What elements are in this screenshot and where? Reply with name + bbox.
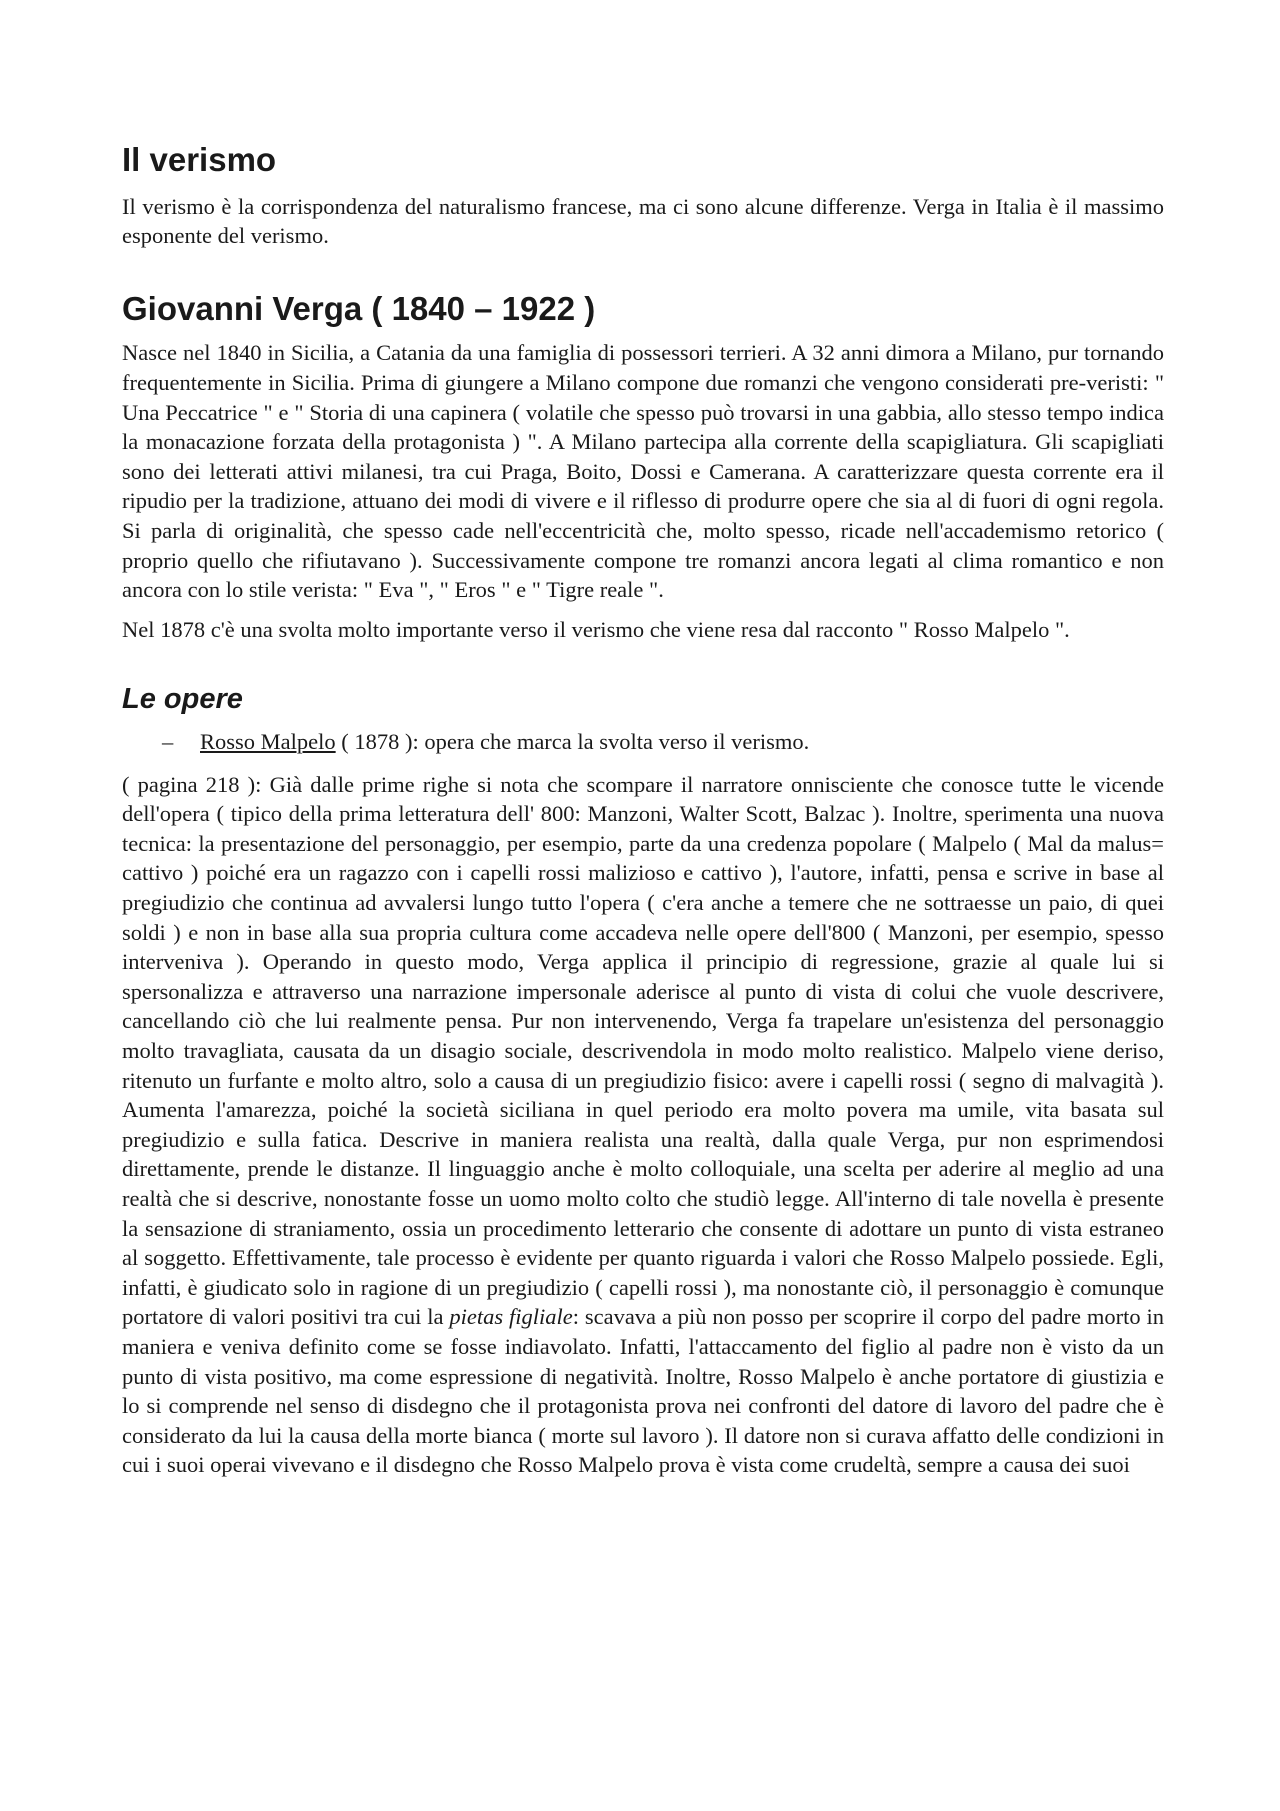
work-title: Rosso Malpelo bbox=[200, 729, 336, 755]
list-item-rosso-malpelo bbox=[122, 727, 1164, 757]
analysis-italic-term: pietas figliale bbox=[449, 1304, 573, 1330]
analysis-text-part2: : scavava a più non posso per scoprire il corpo del padre morto in maniera e veniva definito come se fosse indiavolato. Infatti, l'attaccamento del figlio al padre non è visto da un punto di vista positivo, ma come espressione di negatività. Inoltre, Rosso Malpelo è anche portatore di giustizia e lo si comprende nel senso di disdegno che il protagonista prova nei confronti del datore di lavoro del padre che è considerato da lui la causa della morte bianca ( morte sul lavoro ). Il datore non si curava affatto delle condizioni in cui i suoi operai vivevano e il disdegno che Rosso Malpelo prova è vista come crudeltà, sempre a causa dei suoi bbox=[122, 1304, 1164, 1478]
paragraph-verismo: Il verismo è la corrispondenza del naturalismo francese, ma ci sono alcune differenze. Verga in Italia è il massimo esponente del verismo. bbox=[122, 193, 1164, 249]
section-heading-opere: Le opere bbox=[122, 683, 243, 716]
paragraph-svolta: Nel 1878 c'è una svolta molto importante verso il verismo che viene resa dal racconto " Rosso Malpelo ". bbox=[122, 616, 1070, 642]
paragraph-analysis bbox=[122, 770, 1164, 1480]
list-bullet: – bbox=[162, 729, 174, 755]
analysis-text-part1: ( pagina 218 ): Già dalle prime righe si nota che scompare il narratore onnisciente che conosce tutte le vicende dell'opera ( tipico della prima letteratura dell' 800: Manzoni, Walter Scott, Balzac ). Inoltre, sperimenta una nuova tecnica: la presentazione del personaggio, per esempio, parte da una credenza popolare ( Malpelo ( Mal da malus= cattivo ) poiché era un ragazzo con i capelli rossi malizioso e cattivo ), l'autore, infatti, pensa e scrive in base al pregiudizio che continua ad avvalersi lungo tutto l'opera ( c'era anche a temere che ne sottraesse un paio, di quei soldi ) e non in base alla sua propria cultura come accadeva nelle opere dell'800 ( Manzoni, per esempio, spesso interveniva ). Operando in questo modo, Verga applica il principio di regressione, grazie al quale lui si spersonalizza e attraverso una narrazione impersonale aderisce al punto di vista di colui che vuole descrivere, cancellando ciò che lui realmente pensa. Pur non intervenendo, Verga fa trapelare un'esistenza del personaggio molto travagliata, causata da un disagio sociale, descrivendola in modo molto realistico. Malpelo viene deriso, ritenuto un furfante e molto altro, solo a causa di un pregiudizio fisico: avere i capelli rossi ( segno di malvagità ). Aumenta l'amarezza, poiché la società siciliana in quel periodo era molto povera ma umile, vita basata sul pregiudizio e sulla fatica. Descrive in maniera realista una realtà, dalla quale Verga, pur non esprimendosi direttamente, prende le distanze. Il linguaggio anche è molto colloquiale, una scelta per aderire al meglio ad una realtà che si descrive, nonostante fosse un uomo molto colto che studiò legge. All'interno di tale novella è presente la sensazione di straniamento, ossia un procedimento letterario che consente di adottare un punto di vista estraneo al soggetto. Effettivamente, tale processo è evidente per quanto riguarda i valori che Rosso Malpelo possiede. Egli, infatti, è giudicato solo in ragione di un pregiudizio ( capelli rossi ), ma nonostante ciò, il personaggio è comunque portatore di valori positivi tra cui la bbox=[122, 771, 1164, 1330]
paragraph-verga-bio: Nasce nel 1840 in Sicilia, a Catania da una famiglia di possessori terrieri. A 32 anni dimora a Milano, pur tornando frequentemente in Sicilia. Prima di giungere a Milano compone due romanzi che vengono considerati pre-veristi: " Una Peccatrice " e " Storia di una capinera ( volatile che spesso può trovarsi in una gabbia, allo stesso tempo indica la monacazione forzata della protagonista ) ". A Milano partecipa alla corrente della scapigliatura. Gli scapigliati sono dei letterati attivi milanesi, tra cui Praga, Boito, Dossi e Camerana. A caratterizzare questa corrente era il ripudio per la tradizione, attuano dei modi di vivere e il riflesso di produrre opere che sia al di fuori di ogni regola. Si parla di originalità, che spesso cade nell'eccentricità che, molto spesso, ricade nell'accademismo retorico ( proprio quello che rifiutavano ). Successivamente compone tre romanzi ancora legati al clima romantico e non ancora con lo stile verista: " Eva ", " Eros " e " Tigre reale ". bbox=[122, 340, 1164, 603]
document-page bbox=[122, 140, 1164, 1480]
section-heading-verga: Giovanni Verga ( 1840 – 1922 ) bbox=[122, 289, 596, 327]
section-heading-verismo: Il verismo bbox=[122, 141, 277, 178]
work-description: ( 1878 ): opera che marca la svolta verso il verismo. bbox=[335, 729, 810, 755]
